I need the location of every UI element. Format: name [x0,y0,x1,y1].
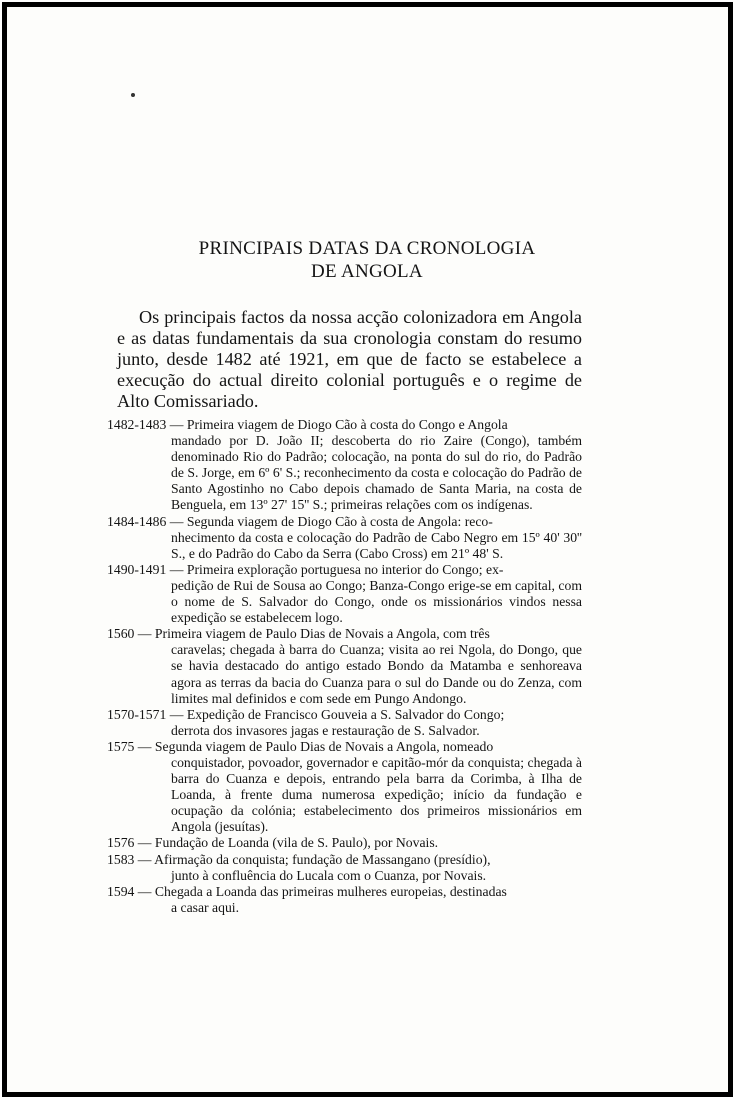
chronology-entry [107,835,582,851]
entry-continuation: mandado por D. João II; descoberta do rio Zaire (Congo), também denominado Rio do Padrão; colocação, na ponta do sul do rio, do Padrão de S. Jorge, em 6º 6' S.; reconhecimento da costa e colocação do Padrão de Santo Agostinho no Cabo depois chamado de Santa Maria, na costa de Benguela, em 13º 27' 15'' S.; primeiras relações com os indígenas. [171,433,582,513]
chronology-entry [107,417,582,514]
ink-speck [131,93,135,97]
chronology-list [107,417,582,916]
chronology-entry [107,562,582,626]
entry-continuation: conquistador, povoador, governador e capitão-mór da conquista; chegada à barra do Cuanza e depois, entrando pela barra da Corimba, à Ilha de Loanda, à frente duma numerosa expedição; início da fundação e ocupação da colónia; estabelecimento dos primeiros missionários em Angola (jesuítas). [171,754,582,835]
entry-first-line: — Fundação de Loanda (vila de S. Paulo), por Novais. [137,835,439,851]
entry-continuation: a casar aqui. [171,899,240,915]
chronology-entry [107,852,582,884]
entry-continuation: derrota dos invasores jagas e restauração de S. Salvador. [171,722,480,738]
entry-first-line: — Primeira viagem de Diogo Cão à costa do Congo e Angola [169,417,508,432]
entry-date: 1576 [107,835,135,851]
chronology-entry [107,884,582,916]
entry-date: 1482-1483 [107,417,167,432]
entry-first-line: — Primeira viagem de Paulo Dias de Novais a Angola, com três [137,626,490,642]
intro-paragraph: Os principais factos da nossa acção colonizadora em Angola e as datas fundamentais da sua cronologia constam do resumo junto, desde 1482 até 1921, em que de facto se estabelece a execução do actual direito colonial português e o regime de Alto Comissariado. [117,307,582,411]
entry-date: 1570-1571 [107,706,167,722]
entry-date: 1583 [107,851,135,867]
entry-first-line: — Primeira exploração portuguesa no interior do Congo; ex- [169,561,504,577]
chronology-entry [107,514,582,562]
document-page [2,2,733,1097]
entry-date: 1484-1486 [107,513,167,529]
chronology-entry [107,739,582,836]
entry-first-line: — Afirmação da conquista; fundação de Massangano (presídio), [137,851,491,867]
entry-first-line: — Segunda viagem de Paulo Dias de Novais a Angola, nomeado [137,738,494,754]
entry-continuation: nhecimento da costa e colocação do Padrão de Cabo Negro em 15º 40' 30'' S., e do Padrão do Cabo da Serra (Cabo Cross) em 21º 48' S. [171,529,582,561]
entry-continuation: junto à confluência do Lucala com o Cuanza, por Novais. [171,867,487,883]
entry-date: 1575 [107,738,135,754]
title-line-1: PRINCIPAIS DATAS DA CRONOLOGIA [198,238,536,259]
title-line-2: DE ANGOLA [311,261,423,282]
entry-first-line: — Chegada a Loanda das primeiras mulheres europeias, destinadas [137,883,507,899]
entry-first-line: — Expedição de Francisco Gouveia a S. Salvador do Congo; [169,706,505,722]
entry-date: 1594 [107,883,135,899]
entry-first-line: — Segunda viagem de Diogo Cão à costa de Angola: reco- [169,513,493,529]
chronology-entry [107,626,582,706]
chronology-entry [107,707,582,739]
entry-continuation: caravelas; chegada à barra do Cuanza; visita ao rei Ngola, do Dongo, que se havia destacado do antigo estado Bondo da Matamba e senhoreava agora as terras da bacia do Cuanza para o sul do Dande ou do Zenza, com limites mal definidos e com sede em Pungo Andongo. [171,642,582,706]
entry-continuation: pedição de Rui de Sousa ao Congo; Banza-Congo erige-se em capital, com o nome de S. Salvador do Congo, onde os missionários vindos nessa expedição se estabelecem logo. [171,577,582,626]
entry-date: 1560 [107,626,135,642]
page-title [87,237,647,283]
entry-date: 1490-1491 [107,561,167,577]
